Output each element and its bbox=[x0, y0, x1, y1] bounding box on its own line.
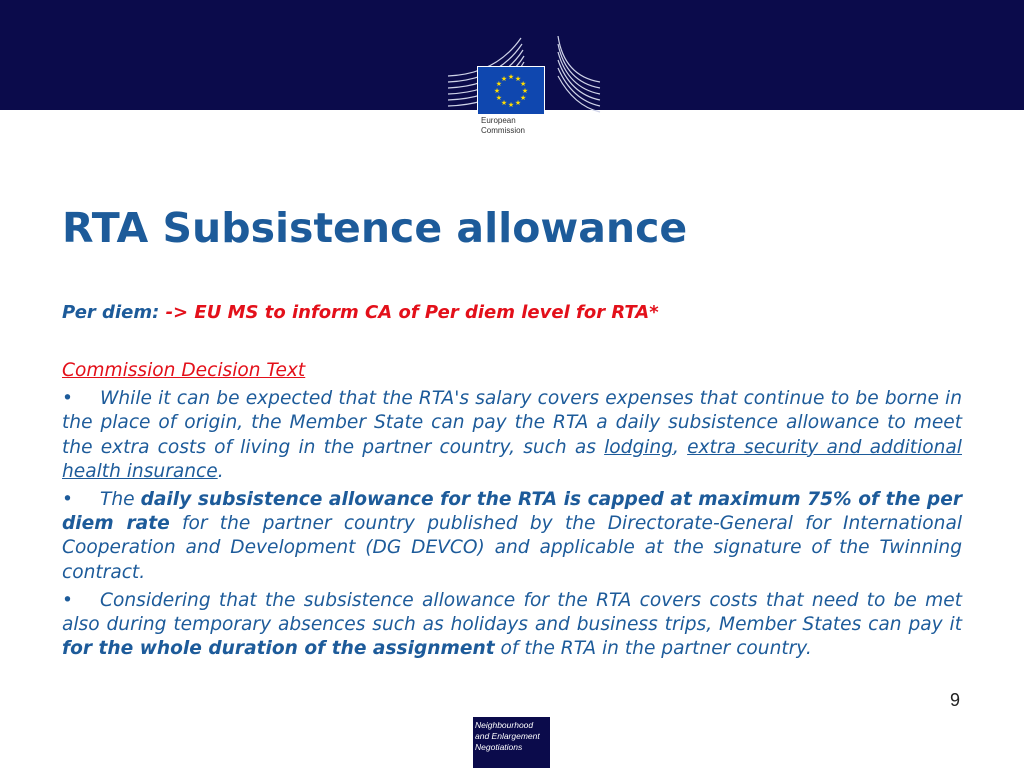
per-diem-label: Per diem: bbox=[62, 302, 160, 323]
extra-security-link[interactable]: extra security and additional health insurance bbox=[62, 436, 962, 482]
bullet-symbol: • bbox=[62, 589, 73, 611]
star-icon: ★ bbox=[507, 73, 515, 81]
logo-text: European Commission bbox=[481, 116, 526, 135]
eu-flag-icon bbox=[478, 67, 544, 114]
bullet-symbol: • bbox=[62, 489, 73, 511]
text: Considering that the subsistence allowance for the RTA covers costs that need to be met also during temporary absences such as holidays and business trips, Member States can pay it bbox=[62, 589, 962, 636]
commission-decision-link[interactable]: Commission Decision Text bbox=[62, 360, 306, 381]
dg-near-logo: Neighbourhood and Enlargement Negotiations bbox=[473, 717, 550, 768]
bullet-item bbox=[62, 488, 962, 585]
text: The bbox=[100, 489, 141, 511]
star-icon: ★ bbox=[521, 87, 529, 95]
per-diem-text: EU MS to inform CA of Per diem level for RTA* bbox=[194, 302, 659, 323]
star-icon: ★ bbox=[500, 74, 508, 83]
page-title: RTA Subsistence allowance bbox=[62, 204, 688, 252]
star-icon: ★ bbox=[500, 99, 508, 108]
arrow: -> bbox=[165, 302, 189, 323]
bold-text: for the whole duration of the assignment bbox=[62, 638, 495, 660]
star-icon: ★ bbox=[495, 94, 503, 102]
bullet-item bbox=[62, 589, 962, 662]
bullet-item bbox=[62, 387, 962, 484]
star-icon: ★ bbox=[519, 80, 527, 88]
star-icon: ★ bbox=[495, 80, 503, 88]
bold-text: daily subsistence allowance for the RTA is capped at maximum 75% of the per diem rate bbox=[62, 489, 962, 535]
european-commission-logo bbox=[477, 66, 545, 143]
star-icon: ★ bbox=[514, 74, 522, 83]
star-icon: ★ bbox=[519, 94, 527, 102]
text: While it can be expected that the RTA's salary covers expenses that continue to be borne in the place of origin, the Member State can pay the RTA a daily subsistence allowance to meet the extra costs of living in the partner country, such as bbox=[62, 388, 962, 458]
star-icon: ★ bbox=[493, 87, 501, 95]
page-number: 9 bbox=[950, 690, 961, 710]
text: for the partner country published by the Directorate-General for International Cooperation and Development (DG DEVCO) and applicable at the signature of the Twinning contract. bbox=[62, 513, 963, 583]
bullet-symbol: • bbox=[62, 388, 73, 410]
star-icon: ★ bbox=[514, 99, 522, 108]
text: of the RTA in the partner country. bbox=[494, 638, 812, 660]
star-icon: ★ bbox=[507, 101, 515, 109]
text: , bbox=[673, 436, 688, 458]
body-text bbox=[62, 359, 962, 665]
per-diem-line bbox=[62, 302, 659, 323]
text: . bbox=[217, 460, 224, 482]
lodging-link[interactable]: lodging bbox=[604, 436, 674, 458]
